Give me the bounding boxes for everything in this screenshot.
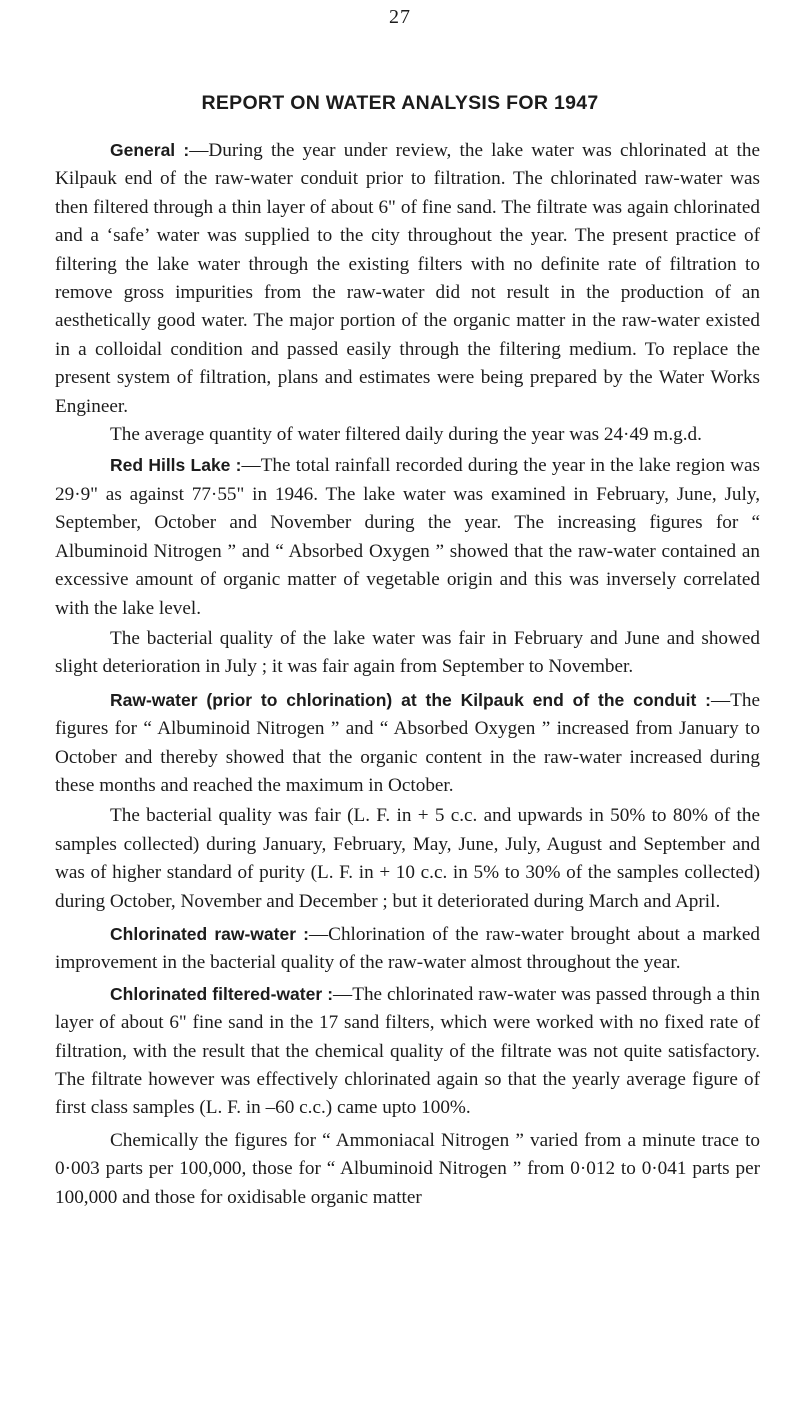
paragraph-text: The bacterial quality of the lake water was fair in February and June and showed slight deterioration in July ; it was fair again from September to November. — [55, 627, 760, 678]
paragraph-text: —During the year under review, the lake water was chlorinated at the Kilpauk end of the raw-water conduit prior to filtration. The chlorinated raw-water was then filtered through a thin layer of about 6" of fine sand. The filtrate was again chlorinated and a ‘safe’ water was supplied to the city throughout the year. The present practice of filtering the lake water through the existing filters with no definite rate of filtration to remove gross impurities from the raw-water did not result in the production of an aesthetically good water. The major portion of the organic matter in the raw-water existed in a colloidal condition and passed easily through the filtering medium. To replace the present system of filtration, plans and estimates were being prepared by the Water Works Engineer. — [55, 140, 760, 417]
paragraph-red-hills-lake — [55, 451, 760, 622]
paragraph-average-quantity — [55, 421, 760, 449]
paragraph-heading: Chlorinated raw-water : — [110, 923, 309, 944]
paragraph-heading: General : — [110, 140, 190, 160]
paragraph-text: Chemically the figures for “ Ammoniacal Nitrogen ” varied from a minute trace to 0·003 parts per 100,000, those for “ Albuminoid Nitrogen ” from 0·012 to 0·041 parts per 100,000 and those for oxidisable organic matter — [55, 1129, 760, 1208]
paragraph-chlorinated-filtered-water — [55, 980, 760, 1123]
paragraph-text: —The figures for “ Albuminoid Nitrogen ” and “ Absorbed Oxygen ” increased from January to October and thereby showed that the organic content in the raw-water increased during these months and reached the maximum in October. — [55, 689, 760, 796]
paragraph-general — [55, 136, 760, 421]
paragraph-text: The average quantity of water filtered daily during the year was 24·49 m.g.d. — [110, 424, 702, 446]
paragraph-text: —The total rainfall recorded during the year in the lake region was 29·9" as against 77·55" in 1946. The lake water was examined in February, June, July, September, October and November during the year. The increasing figures for “ Albuminoid Nitrogen ” and “ Absorbed Oxygen ” showed that the raw-water contained an excessive amount of organic matter of vegetable origin and this was inversely correlated with the lake level. — [55, 455, 760, 619]
paragraph-lake-bacterial-quality — [55, 625, 760, 682]
paragraph-chlorinated-raw-water — [55, 920, 760, 978]
paragraph-text: —Chlorination of the raw-water brought about a marked improvement in the bacterial quality of the raw-water almost throughout the year. — [55, 923, 760, 974]
page-number: 27 — [389, 6, 411, 28]
paragraph-heading: Chlorinated filtered-water : — [110, 983, 334, 1004]
report-body — [55, 136, 760, 1212]
paragraph-raw-water — [55, 686, 760, 801]
paragraph-text: The bacterial quality was fair (L. F. in + 5 c.c. and upwards in 50% to 80% of the samples collected) during January, February, May, June, July, August and September and was of higher standard of purity (L. F. in + 10 c.c. in 5% to 30% of the samples collected) during October, November and December ; but it deteriorated during March and April. — [55, 805, 760, 912]
paragraph-text: —The chlorinated raw-water was passed through a thin layer of about 6" fine sand in the 17 sand filters, which were worked with no fixed rate of filtration, with the result that the chemical quality of the filtrate was not quite satisfactory. The filtrate however was effectively chlorinated again so that the yearly average figure of first class samples (L. F. in –60 c.c.) came upto 100%. — [55, 983, 760, 1119]
paragraph-heading: Red Hills Lake : — [110, 455, 242, 476]
paragraph-chemical-figures — [55, 1127, 760, 1212]
report-title: REPORT ON WATER ANALYSIS FOR 1947 — [201, 92, 599, 114]
paragraph-heading: Raw-water (prior to chlorination) at the Kilpauk end of the conduit : — [110, 689, 711, 710]
paragraph-raw-water-bacterial-quality — [55, 802, 760, 916]
